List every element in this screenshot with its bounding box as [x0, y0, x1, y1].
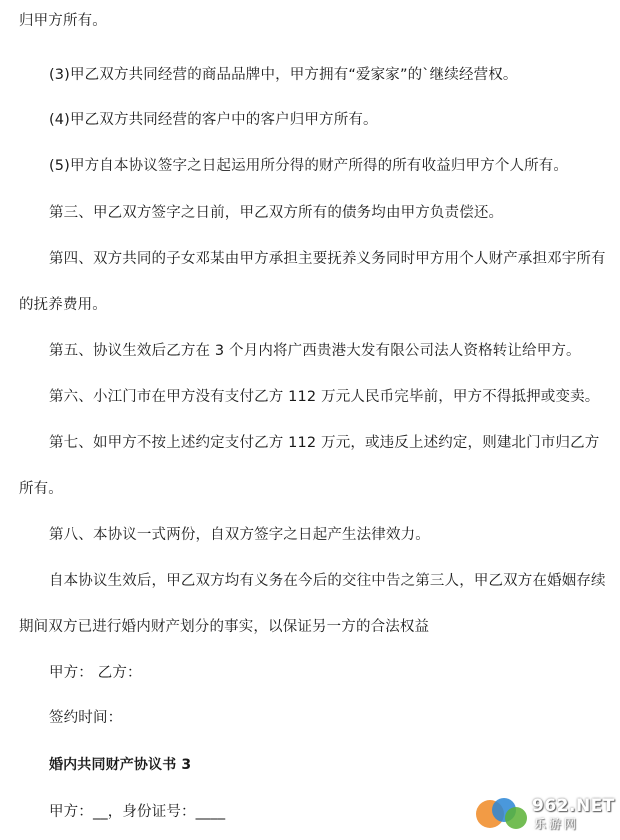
text-line-3: (4)甲乙双方共同经营的客户中的客户归甲方所有。	[49, 112, 378, 128]
watermark-brand-text: 962.NET	[532, 796, 615, 816]
signing-time-line: 签约时间：	[49, 710, 123, 726]
watermark-logo-icon	[474, 794, 530, 834]
text-line-6: 第四、双方共同的子女邓某由甲方承担主要抚养义务同时甲方用个人财产承担邓宇所有	[49, 251, 606, 267]
watermark-subtitle-text: 乐游网	[534, 817, 580, 831]
text-line-11: 所有。	[19, 481, 63, 497]
text-line-14: 期间双方已进行婚内财产划分的事实，以保证另一方的合法权益	[19, 619, 430, 635]
text-line-8: 第五、协议生效后乙方在 3 个月内将广西贵港大发有限公司法人资格转让给甲方。	[49, 343, 581, 359]
text-line-5: 第三、甲乙双方签字之日前，甲乙双方所有的债务均由甲方负责偿还。	[49, 205, 504, 221]
text-line-1: 归甲方所有。	[19, 13, 107, 29]
text-line-12: 第八、本协议一式两份，自双方签字之日起产生法律效力。	[49, 527, 430, 543]
signature-parties-line: 甲方： 乙方：	[49, 665, 142, 681]
site-watermark	[474, 794, 614, 834]
text-line-9: 第六、小江门市在甲方没有支付乙方 112 万元人民币完毕前，甲方不得抵押或变卖。	[49, 389, 600, 405]
text-line-10: 第七、如甲方不按上述约定支付乙方 112 万元，或违反上述约定，则建北门市归乙方	[49, 435, 600, 451]
text-line-4: (5)甲方自本协议签字之日起运用所分得的财产所得的所有收益归甲方个人所有。	[49, 158, 569, 174]
text-line-party-a-id: 甲方：__，身份证号：____	[49, 804, 226, 820]
section-heading: 婚内共同财产协议书 3	[49, 757, 192, 773]
text-line-7: 的抚养费用。	[19, 297, 107, 313]
text-line-13: 自本协议生效后，甲乙双方均有义务在今后的交往中告之第三人，甲乙双方在婚姻存续	[49, 573, 606, 589]
text-line-2: (3)甲乙双方共同经营的商品品牌中，甲方拥有“爱家家”的`继续经营权。	[49, 67, 518, 83]
